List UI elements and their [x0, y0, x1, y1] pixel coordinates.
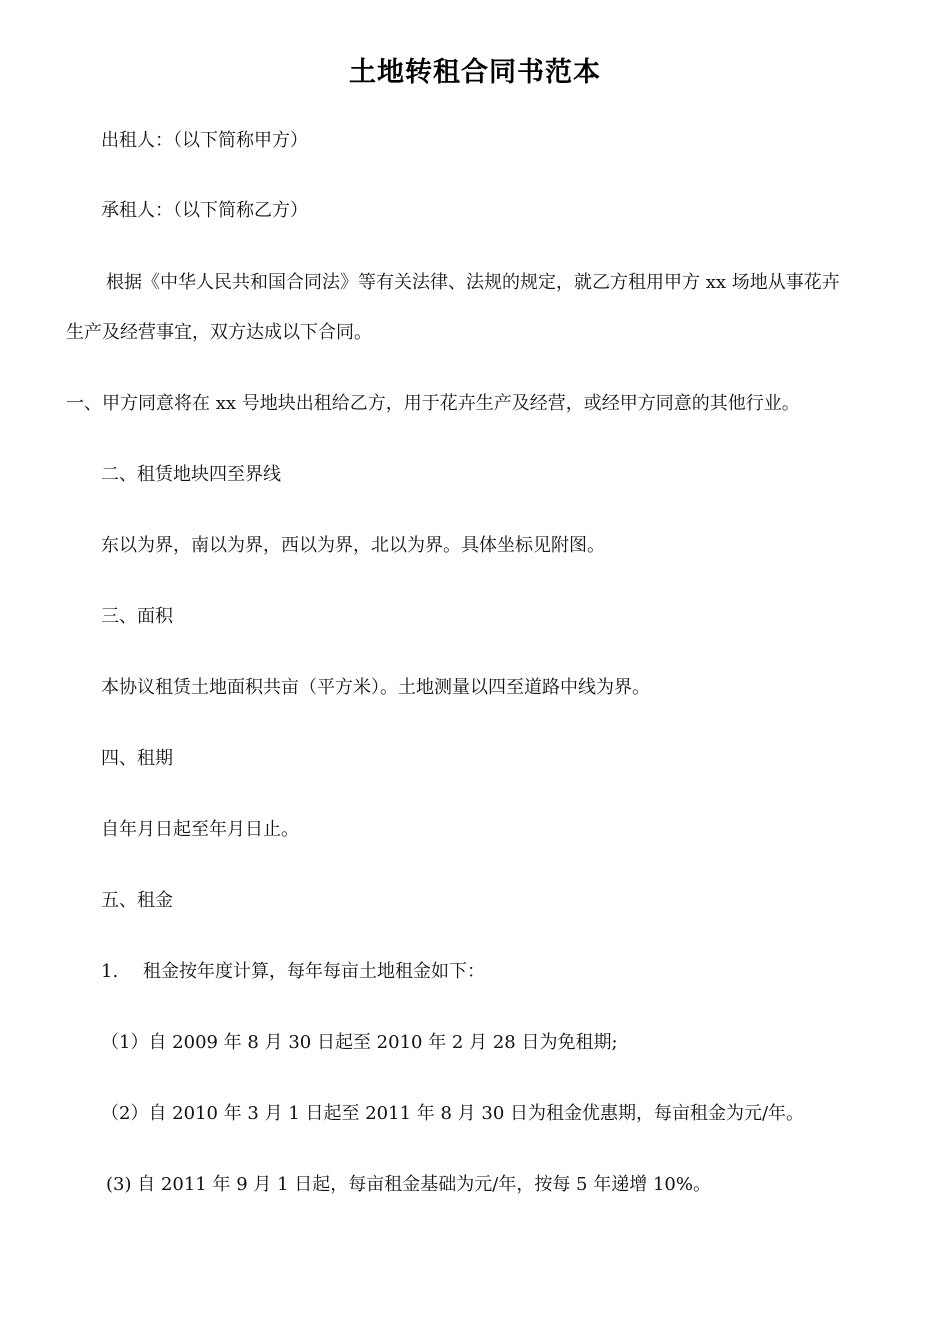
document-title: 土地转租合同书范本: [349, 57, 601, 88]
clause-5-sub-3: (3) 自 2011 年 9 月 1 日起，每亩租金基础为元/年，按每 5 年递增 10%。: [106, 1174, 711, 1195]
clause-3-heading: 三、面积: [101, 606, 173, 627]
clause-5-item-1: [101, 959, 485, 985]
lessee-line: 承租人：（以下简称乙方）: [101, 200, 308, 221]
clause-5-sub-2: （2）自 2010 年 3 月 1 日起至 2011 年 8 月 30 日为租金优惠期，每亩租金为元/年。: [101, 1103, 805, 1124]
clause-4-body: 自年月日起至年月日止。: [101, 819, 299, 840]
lessor-line: 出租人：（以下简称甲方）: [101, 130, 308, 151]
clause-5-sub-1: （1）自 2009 年 8 月 30 日起至 2010 年 2 月 28 日为免租期;: [101, 1032, 618, 1053]
preamble-line-2: 生产及经营事宜，双方达成以下合同。: [66, 322, 372, 343]
clause-3-body: 本协议租赁土地面积共亩（平方米）。土地测量以四至道路中线为界。: [101, 677, 650, 698]
clause-5-item-1-number: 1.: [101, 961, 119, 982]
clause-5-heading: 五、租金: [101, 890, 173, 911]
clause-2-heading: 二、租赁地块四至界线: [101, 464, 281, 485]
clause-1: 一、甲方同意将在 xx 号地块出租给乙方，用于花卉生产及经营，或经甲方同意的其他行业。: [66, 393, 800, 414]
clause-4-heading: 四、租期: [101, 748, 173, 769]
clause-2-body: 东以为界，南以为界，西以为界，北以为界。具体坐标见附图。: [101, 535, 605, 556]
preamble-line-1: 根据《中华人民共和国合同法》等有关法律、法规的规定，就乙方租用甲方 xx 场地从事花卉: [106, 272, 840, 293]
clause-5-item-1-text: 租金按年度计算，每年每亩土地租金如下：: [143, 961, 485, 982]
